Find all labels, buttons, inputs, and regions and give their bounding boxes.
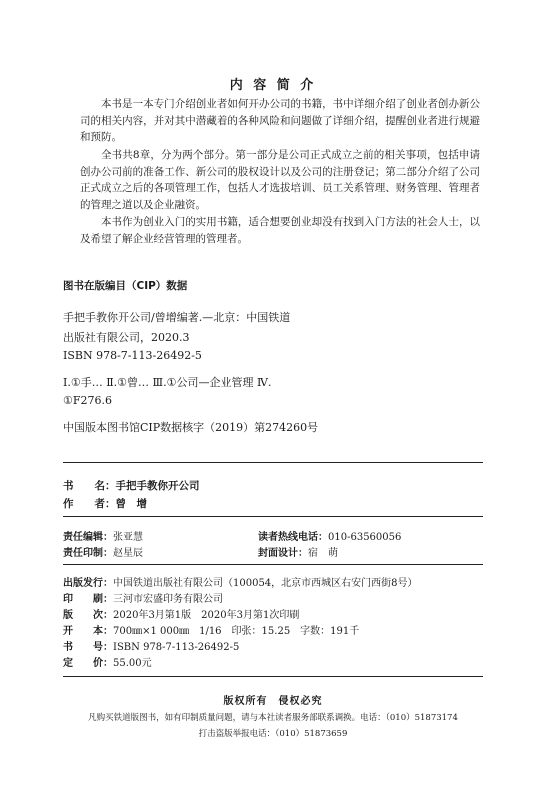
label: 版 次： — [63, 610, 113, 621]
divider — [63, 516, 483, 517]
label: 责任印制： — [63, 548, 113, 559]
value: 三河市宏盛印务有限公司 — [113, 594, 223, 605]
label: 书 名： — [63, 480, 116, 492]
intro-paragraph-1 — [80, 96, 480, 146]
label: 定 价： — [63, 658, 113, 669]
label: 读者热线电话： — [258, 532, 328, 543]
author: 曾 增 — [115, 498, 147, 510]
intro-paragraph-3 — [80, 214, 480, 247]
value: 700㎜×1 000㎜ 1/16 印张：15.25 字数：191千 — [113, 626, 360, 637]
label: 责任编辑： — [63, 532, 113, 543]
label: 作 者： — [63, 498, 116, 510]
value: ISBN 978-7-113-26492-5 — [113, 642, 240, 653]
publishing-row — [63, 606, 299, 621]
rights-title: 版权所有 侵权必究 — [223, 696, 323, 707]
intro-title: 内 容 简 介 — [229, 78, 317, 93]
intro-text: 本书是一本专门介绍创业者如何开办公司的书籍，书中详细介绍了创业者创办新公司的相关内容，并对其中潜藏着的各种风险和问题做了详细介绍，提醒创业者进行规避和预防。 — [80, 98, 480, 143]
hotline-row — [258, 528, 401, 543]
intro-text: 全书共8章，分为两个部分。第一部分是公司正式成立之前的相关事项，包括申请创办公司前的准备工作、新公司的股权设计以及公司的注册登记；第二部分介绍了公司正式成立之后的各项管理工作，包括人才选拔培训、员工关系管理、财务管理、管理者的管理之道以及企业融资。 — [80, 149, 480, 211]
label: 印 刷： — [63, 594, 113, 605]
intro-text: 本书作为创业入门的实用书籍，适合想要创业却没有找到入门方法的社会人士，以及希望了解企业经营管理的管理者。 — [80, 216, 480, 245]
editor-name: 张亚慧 — [113, 532, 143, 543]
cover-designer: 宿 萌 — [308, 548, 338, 559]
book-title-row — [63, 478, 200, 493]
cip-heading: 图书在版编目（CIP）数据 — [63, 280, 188, 292]
label: 封面设计： — [258, 548, 308, 559]
cip-classification: ①F276.6 — [63, 394, 112, 407]
print-manager: 赵星辰 — [113, 548, 143, 559]
publishing-row — [63, 574, 418, 589]
piracy-hotline: 打击盗版举报电话：（010）51873659 — [198, 729, 348, 739]
publishing-row — [63, 590, 223, 605]
publishing-row — [63, 622, 359, 637]
book-title: 手把手教你开公司 — [115, 480, 200, 492]
editor-row — [63, 528, 143, 543]
rights-notice: 凡购买铁道版图书，如有印制质量问题，请与本社读者服务部联系调换。电话：（010）51873174 — [88, 713, 458, 723]
label: 书 号： — [63, 642, 113, 653]
label: 开 本： — [63, 626, 113, 637]
cip-line: 出版社有限公司，2020.3 — [63, 331, 190, 344]
cip-classification: Ⅰ.①手… Ⅱ.①曾… Ⅲ.①公司—企业管理 Ⅳ. — [63, 376, 272, 389]
value: 55.00元 — [113, 658, 152, 669]
cip-line: 手把手教你开公司/曾增编著.—北京：中国铁道 — [63, 311, 291, 324]
divider — [63, 676, 483, 677]
cip-isbn: ISBN 978-7-113-26492-5 — [63, 349, 202, 362]
value: 2020年3月第1版 2020年3月第1次印刷 — [113, 610, 300, 621]
publishing-row — [63, 654, 152, 669]
hotline-number: 010-63560056 — [328, 532, 402, 543]
divider — [63, 564, 483, 565]
publishing-row — [63, 638, 239, 653]
cover-design-row — [258, 544, 338, 559]
value: 中国铁道出版社有限公司（100054，北京市西城区右安门西街8号） — [113, 578, 418, 589]
print-manager-row — [63, 544, 143, 559]
cip-record-number: 中国版本图书馆CIP数据核字（2019）第274260号 — [63, 421, 319, 434]
divider — [63, 462, 483, 463]
author-row — [63, 496, 147, 511]
intro-paragraph-2 — [80, 147, 480, 213]
label: 出版发行： — [63, 578, 113, 589]
